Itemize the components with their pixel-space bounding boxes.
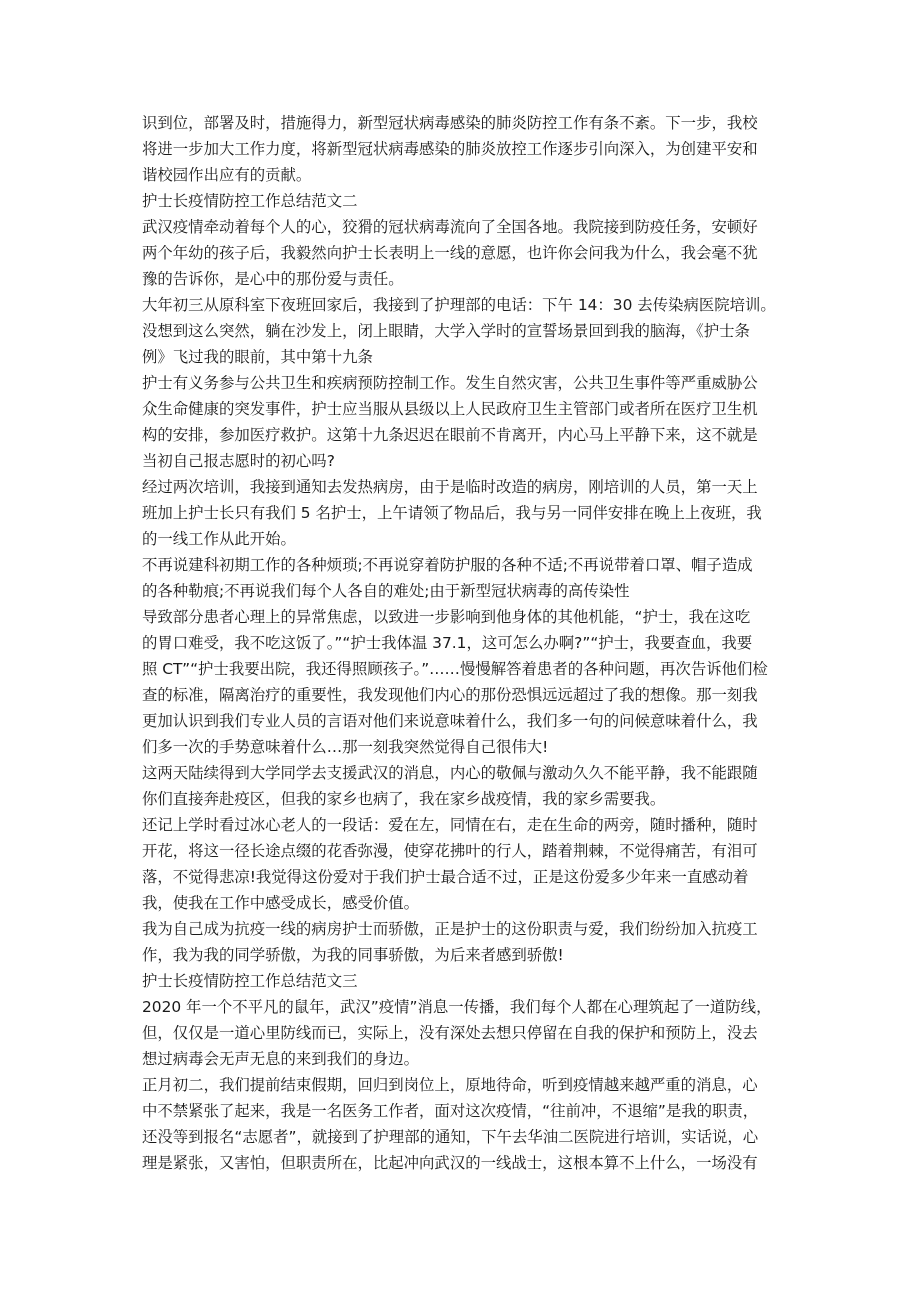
- paragraph-line: 查的标准，隔离治疗的重要性，我发现他们内心的那份恐惧远远超过了我的想像。那一刻我: [142, 686, 758, 704]
- paragraph-line: 众生命健康的突发事件，护士应当服从县级以上人民政府卫生主管部门或者所在医疗卫生机: [142, 400, 758, 418]
- paragraph-line: 照 CT”“护士我要出院，我还得照顾孩子。”……慢慢解答着患者的各种问题，再次告诉他们检: [142, 660, 768, 678]
- paragraph-line: 构的安排，参加医疗救护。这第十九条迟迟在眼前不肯离开，内心马上平静下来，这不就是: [142, 426, 758, 444]
- paragraph-line: 谐校园作出应有的贡献。: [142, 166, 312, 184]
- paragraph-line: 将进一步加大工作力度，将新型冠状病毒感染的肺炎放控工作逐步引向深入，为创建平安和: [142, 140, 758, 158]
- paragraph-line: 识到位，部署及时，措施得力，新型冠状病毒感染的肺炎防控工作有条不紊。下一步，我校: [142, 114, 758, 132]
- paragraph-line: 我，使我在工作中感受成长，感受价值。: [142, 894, 420, 912]
- section-heading: [142, 188, 788, 214]
- paragraph-line: 大年初三从原科室下夜班回家后，我接到了护理部的电话：下午 14：30 去传染病医院培训。: [142, 296, 776, 314]
- paragraph: [142, 760, 788, 812]
- paragraph: [142, 1072, 788, 1176]
- paragraph-line: 开花，将这一径长途点缀的花香弥漫，使穿花拂叶的行人，踏着荆棘，不觉得痛苦，有泪可: [142, 842, 758, 860]
- paragraph-line: 导致部分患者心理上的异常焦虑，以致进一步影响到他身体的其他机能，“护士，我在这吃: [142, 608, 751, 626]
- paragraph-line: 经过两次培训，我接到通知去发热病房，由于是临时改造的病房，刚培训的人员，第一天上: [142, 478, 758, 496]
- paragraph-line: 作，我为我的同学骄傲，为我的同事骄傲，为后来者感到骄傲!: [142, 946, 564, 964]
- paragraph-line: 想过病毒会无声无息的来到我们的身边。: [142, 1050, 420, 1068]
- paragraph-line: 例》飞过我的眼前，其中第十九条: [142, 348, 373, 366]
- paragraph-line: 中不禁紧张了起来，我是一名医务工作者，面对这次疫情，“往前冲，不退缩”是我的职责，: [142, 1102, 759, 1120]
- paragraph-line: 当初自己报志愿时的初心吗?: [142, 452, 335, 470]
- paragraph: [142, 994, 788, 1072]
- heading-text: 护士长疫情防控工作总结范文二: [142, 192, 358, 210]
- paragraph-line: 武汉疫情牵动着每个人的心，狡猾的冠状病毒流向了全国各地。我院接到防疫任务，安顿好: [142, 218, 758, 236]
- paragraph-line: 的胃口难受，我不吃这饭了。”“护士我体温 37.1，这可怎么办啊?”“护士，我要查血，我要: [142, 634, 753, 652]
- paragraph-line: 但，仅仅是一道心里防线而已，实际上，没有深处去想只停留在自我的保护和预防上，没去: [142, 1024, 758, 1042]
- paragraph-line: 你们直接奔赴疫区，但我的家乡也病了，我在家乡战疫情，我的家乡需要我。: [142, 790, 666, 808]
- paragraph: [142, 214, 788, 292]
- paragraph-line: 们多一次的手势意味着什么…那一刻我突然觉得自己很伟大!: [142, 738, 549, 756]
- paragraph: [142, 474, 788, 552]
- paragraph-line: 理是紧张，又害怕，但职责所在，比起冲向武汉的一线战士，这根本算不上什么，一场没有: [142, 1154, 758, 1172]
- paragraph-line: 豫的告诉你，是心中的那份爱与责任。: [142, 270, 404, 288]
- heading-text: 护士长疫情防控工作总结范文三: [142, 972, 358, 990]
- paragraph-line: 这两天陆续得到大学同学去支援武汉的消息，内心的敬佩与激动久久不能平静，我不能跟随: [142, 764, 758, 782]
- paragraph-line: 2020 年一个不平凡的鼠年，武汉”疫情”消息一传播，我们每个人都在心理筑起了一道防线，: [142, 998, 772, 1016]
- paragraph: [142, 552, 788, 604]
- paragraph-line: 还没等到报名“志愿者”，就接到了护理部的通知，下午去华油二医院进行培训，实话说，心: [142, 1128, 759, 1146]
- paragraph: [142, 110, 788, 188]
- paragraph-line: 正月初二，我们提前结束假期，回归到岗位上，原地待命，听到疫情越来越严重的消息，心: [142, 1076, 758, 1094]
- paragraph-line: 还记上学时看过冰心老人的一段话：爱在左，同情在右，走在生命的两旁，随时播种，随时: [142, 816, 758, 834]
- paragraph: [142, 604, 788, 760]
- paragraph: [142, 916, 788, 968]
- paragraph: [142, 292, 788, 370]
- paragraph-line: 护士有义务参与公共卫生和疾病预防控制工作。发生自然灾害，公共卫生事件等严重威胁公: [142, 374, 758, 392]
- paragraph-line: 两个年幼的孩子后，我毅然向护士长表明上一线的意愿，也许你会问我为什么，我会毫不犹: [142, 244, 758, 262]
- paragraph: [142, 812, 788, 916]
- paragraph-line: 没想到这么突然，躺在沙发上，闭上眼睛，大学入学时的宣誓场景回到我的脑海，《护士条: [142, 322, 750, 340]
- paragraph-line: 不再说建科初期工作的各种烦琐;不再说穿着防护服的各种不适;不再说带着口罩、帽子造成: [142, 556, 753, 574]
- paragraph-line: 我为自己成为抗疫一线的病房护士而骄傲，正是护士的这份职责与爱，我们纷纷加入抗疫工: [142, 920, 758, 938]
- paragraph-line: 的各种勒痕;不再说我们每个人各自的难处;由于新型冠状病毒的高传染性: [142, 582, 630, 600]
- paragraph-line: 的一线工作从此开始。: [142, 530, 296, 548]
- paragraph-line: 落，不觉得悲凉!我觉得这份爱对于我们护士最合适不过，正是这份爱多少年来一直感动着: [142, 868, 749, 886]
- section-heading: [142, 968, 788, 994]
- paragraph-line: 更加认识到我们专业人员的言语对他们来说意味着什么，我们多一句的问候意味着什么，我: [142, 712, 758, 730]
- document-body: [142, 110, 788, 1176]
- paragraph-line: 班加上护士长只有我们 5 名护士，上午请领了物品后，我与另一同伴安排在晚上上夜班，我: [142, 504, 762, 522]
- paragraph: [142, 370, 788, 474]
